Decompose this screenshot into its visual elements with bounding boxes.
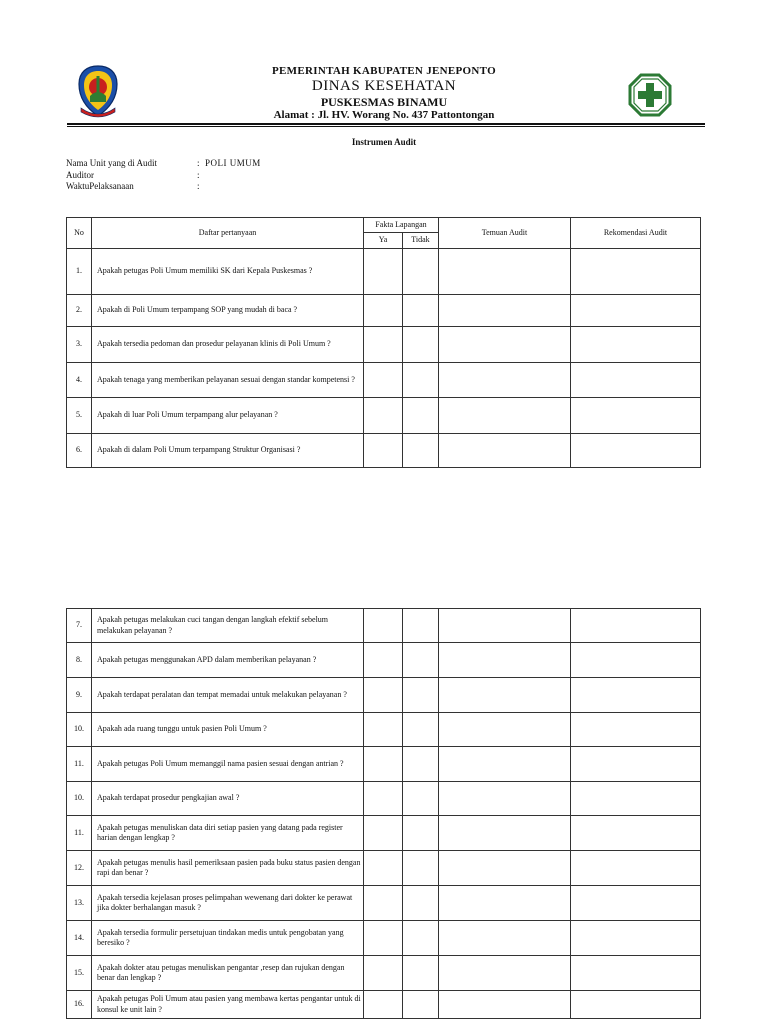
finding-cell[interactable]	[439, 327, 571, 363]
table-row	[67, 643, 701, 678]
finding-cell[interactable]	[439, 398, 571, 434]
table-row	[67, 956, 701, 991]
finding-cell[interactable]	[439, 956, 571, 991]
question-text: Apakah petugas Poli Umum memiliki SK dari Kepala Puskesmas ?	[92, 249, 364, 295]
answer-yes-cell[interactable]	[364, 327, 403, 363]
recommendation-cell[interactable]	[571, 851, 701, 886]
answer-yes-cell[interactable]	[364, 249, 403, 295]
info-sep-unit: :	[197, 158, 200, 168]
finding-cell[interactable]	[439, 363, 571, 398]
question-text: Apakah terdapat peralatan dan tempat memadai untuk melakukan pelayanan ?	[92, 678, 364, 713]
recommendation-cell[interactable]	[571, 363, 701, 398]
table-row	[67, 921, 701, 956]
row-number: 2.	[67, 295, 92, 327]
header-finding: Temuan Audit	[439, 218, 571, 249]
header-agency: DINAS KESEHATAN	[311, 78, 457, 94]
header-recommendation: Rekomendasi Audit	[571, 218, 701, 249]
finding-cell[interactable]	[439, 713, 571, 747]
recommendation-cell[interactable]	[571, 434, 701, 468]
info-sep-auditor: :	[197, 170, 200, 180]
answer-no-cell[interactable]	[403, 851, 439, 886]
finding-cell[interactable]	[439, 816, 571, 851]
answer-no-cell[interactable]	[403, 249, 439, 295]
header-no-answer: Tidak	[403, 233, 439, 249]
finding-cell[interactable]	[439, 886, 571, 921]
row-number: 10.	[67, 782, 92, 816]
question-text: Apakah terdapat prosedur pengkajian awal ?	[92, 782, 364, 816]
finding-cell[interactable]	[439, 921, 571, 956]
recommendation-cell[interactable]	[571, 886, 701, 921]
answer-yes-cell[interactable]	[364, 678, 403, 713]
info-label-auditor: Auditor	[66, 170, 94, 180]
table-row	[67, 295, 701, 327]
row-number: 5.	[67, 398, 92, 434]
row-number: 8.	[67, 643, 92, 678]
info-label-unit: Nama Unit yang di Audit	[66, 158, 157, 168]
answer-no-cell[interactable]	[403, 816, 439, 851]
answer-no-cell[interactable]	[403, 398, 439, 434]
info-label-time: WaktuPelaksanaan	[66, 181, 134, 191]
table-row	[67, 991, 701, 1019]
header-fact: Fakta Lapangan	[364, 218, 439, 233]
recommendation-cell[interactable]	[571, 991, 701, 1019]
info-sep-time: :	[197, 181, 200, 191]
recommendation-cell[interactable]	[571, 782, 701, 816]
table-row	[67, 249, 701, 295]
finding-cell[interactable]	[439, 851, 571, 886]
recommendation-cell[interactable]	[571, 398, 701, 434]
audit-table-page2	[66, 608, 701, 1019]
question-text: Apakah petugas menuliskan data diri setiap pasien yang datang pada register harian dengan lengkap ?	[92, 816, 364, 851]
row-number: 3.	[67, 327, 92, 363]
answer-yes-cell[interactable]	[364, 363, 403, 398]
row-number: 14.	[67, 921, 92, 956]
question-text: Apakah di luar Poli Umum terpampang alur pelayanan ?	[92, 398, 364, 434]
question-text: Apakah petugas melakukan cuci tangan dengan langkah efektif sebelum melakukan pelayanan ?	[92, 609, 364, 643]
answer-yes-cell[interactable]	[364, 398, 403, 434]
answer-no-cell[interactable]	[403, 643, 439, 678]
table-row	[67, 851, 701, 886]
row-number: 11.	[67, 747, 92, 782]
answer-yes-cell[interactable]	[364, 851, 403, 886]
row-number: 11.	[67, 816, 92, 851]
answer-yes-cell[interactable]	[364, 295, 403, 327]
table-row	[67, 816, 701, 851]
row-number: 7.	[67, 609, 92, 643]
answer-no-cell[interactable]	[403, 678, 439, 713]
recommendation-cell[interactable]	[571, 921, 701, 956]
question-text: Apakah petugas menulis hasil pemeriksaan pasien pada buku status pasien dengan rapi dan benar ?	[92, 851, 364, 886]
table-row	[67, 678, 701, 713]
finding-cell[interactable]	[439, 609, 571, 643]
question-text: Apakah di Poli Umum terpampang SOP yang mudah di baca ?	[92, 295, 364, 327]
info-value-unit: POLI UMUM	[205, 158, 261, 168]
recommendation-cell[interactable]	[571, 295, 701, 327]
table-row	[67, 782, 701, 816]
row-number: 9.	[67, 678, 92, 713]
answer-yes-cell[interactable]	[364, 816, 403, 851]
question-text: Apakah tersedia kejelasan proses pelimpahan wewenang dari dokter ke perawat jika dokter berhalangan masuk ?	[92, 886, 364, 921]
row-number: 16.	[67, 991, 92, 1019]
question-text: Apakah di dalam Poli Umum terpampang Struktur Organisasi ?	[92, 434, 364, 468]
question-text: Apakah petugas Poli Umum memanggil nama pasien sesuai dengan antrian ?	[92, 747, 364, 782]
recommendation-cell[interactable]	[571, 678, 701, 713]
header-government: PEMERINTAH KABUPATEN JENEPONTO	[272, 65, 496, 77]
header-question: Daftar pertanyaan	[92, 218, 364, 249]
answer-no-cell[interactable]	[403, 327, 439, 363]
question-text: Apakah tersedia pedoman dan prosedur pelayanan klinis di Poli Umum ?	[92, 327, 364, 363]
answer-no-cell[interactable]	[403, 782, 439, 816]
question-text: Apakah ada ruang tunggu untuk pasien Poli Umum ?	[92, 713, 364, 747]
table-row	[67, 886, 701, 921]
finding-cell[interactable]	[439, 747, 571, 782]
answer-yes-cell[interactable]	[364, 609, 403, 643]
answer-no-cell[interactable]	[403, 886, 439, 921]
finding-cell[interactable]	[439, 434, 571, 468]
header-yes: Ya	[364, 233, 403, 249]
answer-yes-cell[interactable]	[364, 747, 403, 782]
answer-yes-cell[interactable]	[364, 991, 403, 1019]
finding-cell[interactable]	[439, 643, 571, 678]
recommendation-cell[interactable]	[571, 609, 701, 643]
audit-table-page1	[66, 217, 701, 468]
table-row	[67, 434, 701, 468]
recommendation-cell[interactable]	[571, 956, 701, 991]
row-number: 12.	[67, 851, 92, 886]
row-number: 1.	[67, 249, 92, 295]
answer-yes-cell[interactable]	[364, 956, 403, 991]
row-number: 10.	[67, 713, 92, 747]
answer-no-cell[interactable]	[403, 956, 439, 991]
header-divider	[67, 123, 705, 125]
finding-cell[interactable]	[439, 295, 571, 327]
answer-no-cell[interactable]	[403, 609, 439, 643]
answer-no-cell[interactable]	[403, 991, 439, 1019]
finding-cell[interactable]	[439, 678, 571, 713]
answer-no-cell[interactable]	[403, 363, 439, 398]
finding-cell[interactable]	[439, 782, 571, 816]
finding-cell[interactable]	[439, 249, 571, 295]
recommendation-cell[interactable]	[571, 249, 701, 295]
row-number: 13.	[67, 886, 92, 921]
header-divider-thin	[67, 126, 705, 127]
header-clinic: PUSKESMAS BINAMU	[320, 95, 448, 109]
recommendation-cell[interactable]	[571, 643, 701, 678]
recommendation-cell[interactable]	[571, 747, 701, 782]
table-row	[67, 327, 701, 363]
document-title: Instrumen Audit	[351, 137, 417, 147]
answer-yes-cell[interactable]	[364, 782, 403, 816]
question-text: Apakah dokter atau petugas menuliskan pengantar ,resep dan rujukan dengan benar dan lengkap ?	[92, 956, 364, 991]
row-number: 15.	[67, 956, 92, 991]
row-number: 6.	[67, 434, 92, 468]
answer-yes-cell[interactable]	[364, 434, 403, 468]
answer-no-cell[interactable]	[403, 921, 439, 956]
table-row	[67, 713, 701, 747]
answer-yes-cell[interactable]	[364, 886, 403, 921]
table-row	[67, 609, 701, 643]
recommendation-cell[interactable]	[571, 327, 701, 363]
question-text: Apakah petugas menggunakan APD dalam memberikan pelayanan ?	[92, 643, 364, 678]
answer-no-cell[interactable]	[403, 434, 439, 468]
answer-no-cell[interactable]	[403, 747, 439, 782]
finding-cell[interactable]	[439, 991, 571, 1019]
question-text: Apakah tersedia formulir persetujuan tindakan medis untuk pengobatan yang beresiko ?	[92, 921, 364, 956]
answer-no-cell[interactable]	[403, 295, 439, 327]
header-address: Alamat : Jl. HV. Worang No. 437 Pattontongan	[273, 109, 495, 121]
table-row	[67, 363, 701, 398]
row-number: 4.	[67, 363, 92, 398]
header-no: No	[67, 218, 92, 249]
question-text: Apakah tenaga yang memberikan pelayanan sesuai dengan standar kompetensi ?	[92, 363, 364, 398]
answer-yes-cell[interactable]	[364, 713, 403, 747]
answer-yes-cell[interactable]	[364, 643, 403, 678]
recommendation-cell[interactable]	[571, 816, 701, 851]
question-text: Apakah petugas Poli Umum atau pasien yang membawa kertas pengantar untuk di konsul ke unit lain ?	[92, 991, 364, 1019]
table-row	[67, 747, 701, 782]
table-row	[67, 398, 701, 434]
recommendation-cell[interactable]	[571, 713, 701, 747]
answer-yes-cell[interactable]	[364, 921, 403, 956]
answer-no-cell[interactable]	[403, 713, 439, 747]
